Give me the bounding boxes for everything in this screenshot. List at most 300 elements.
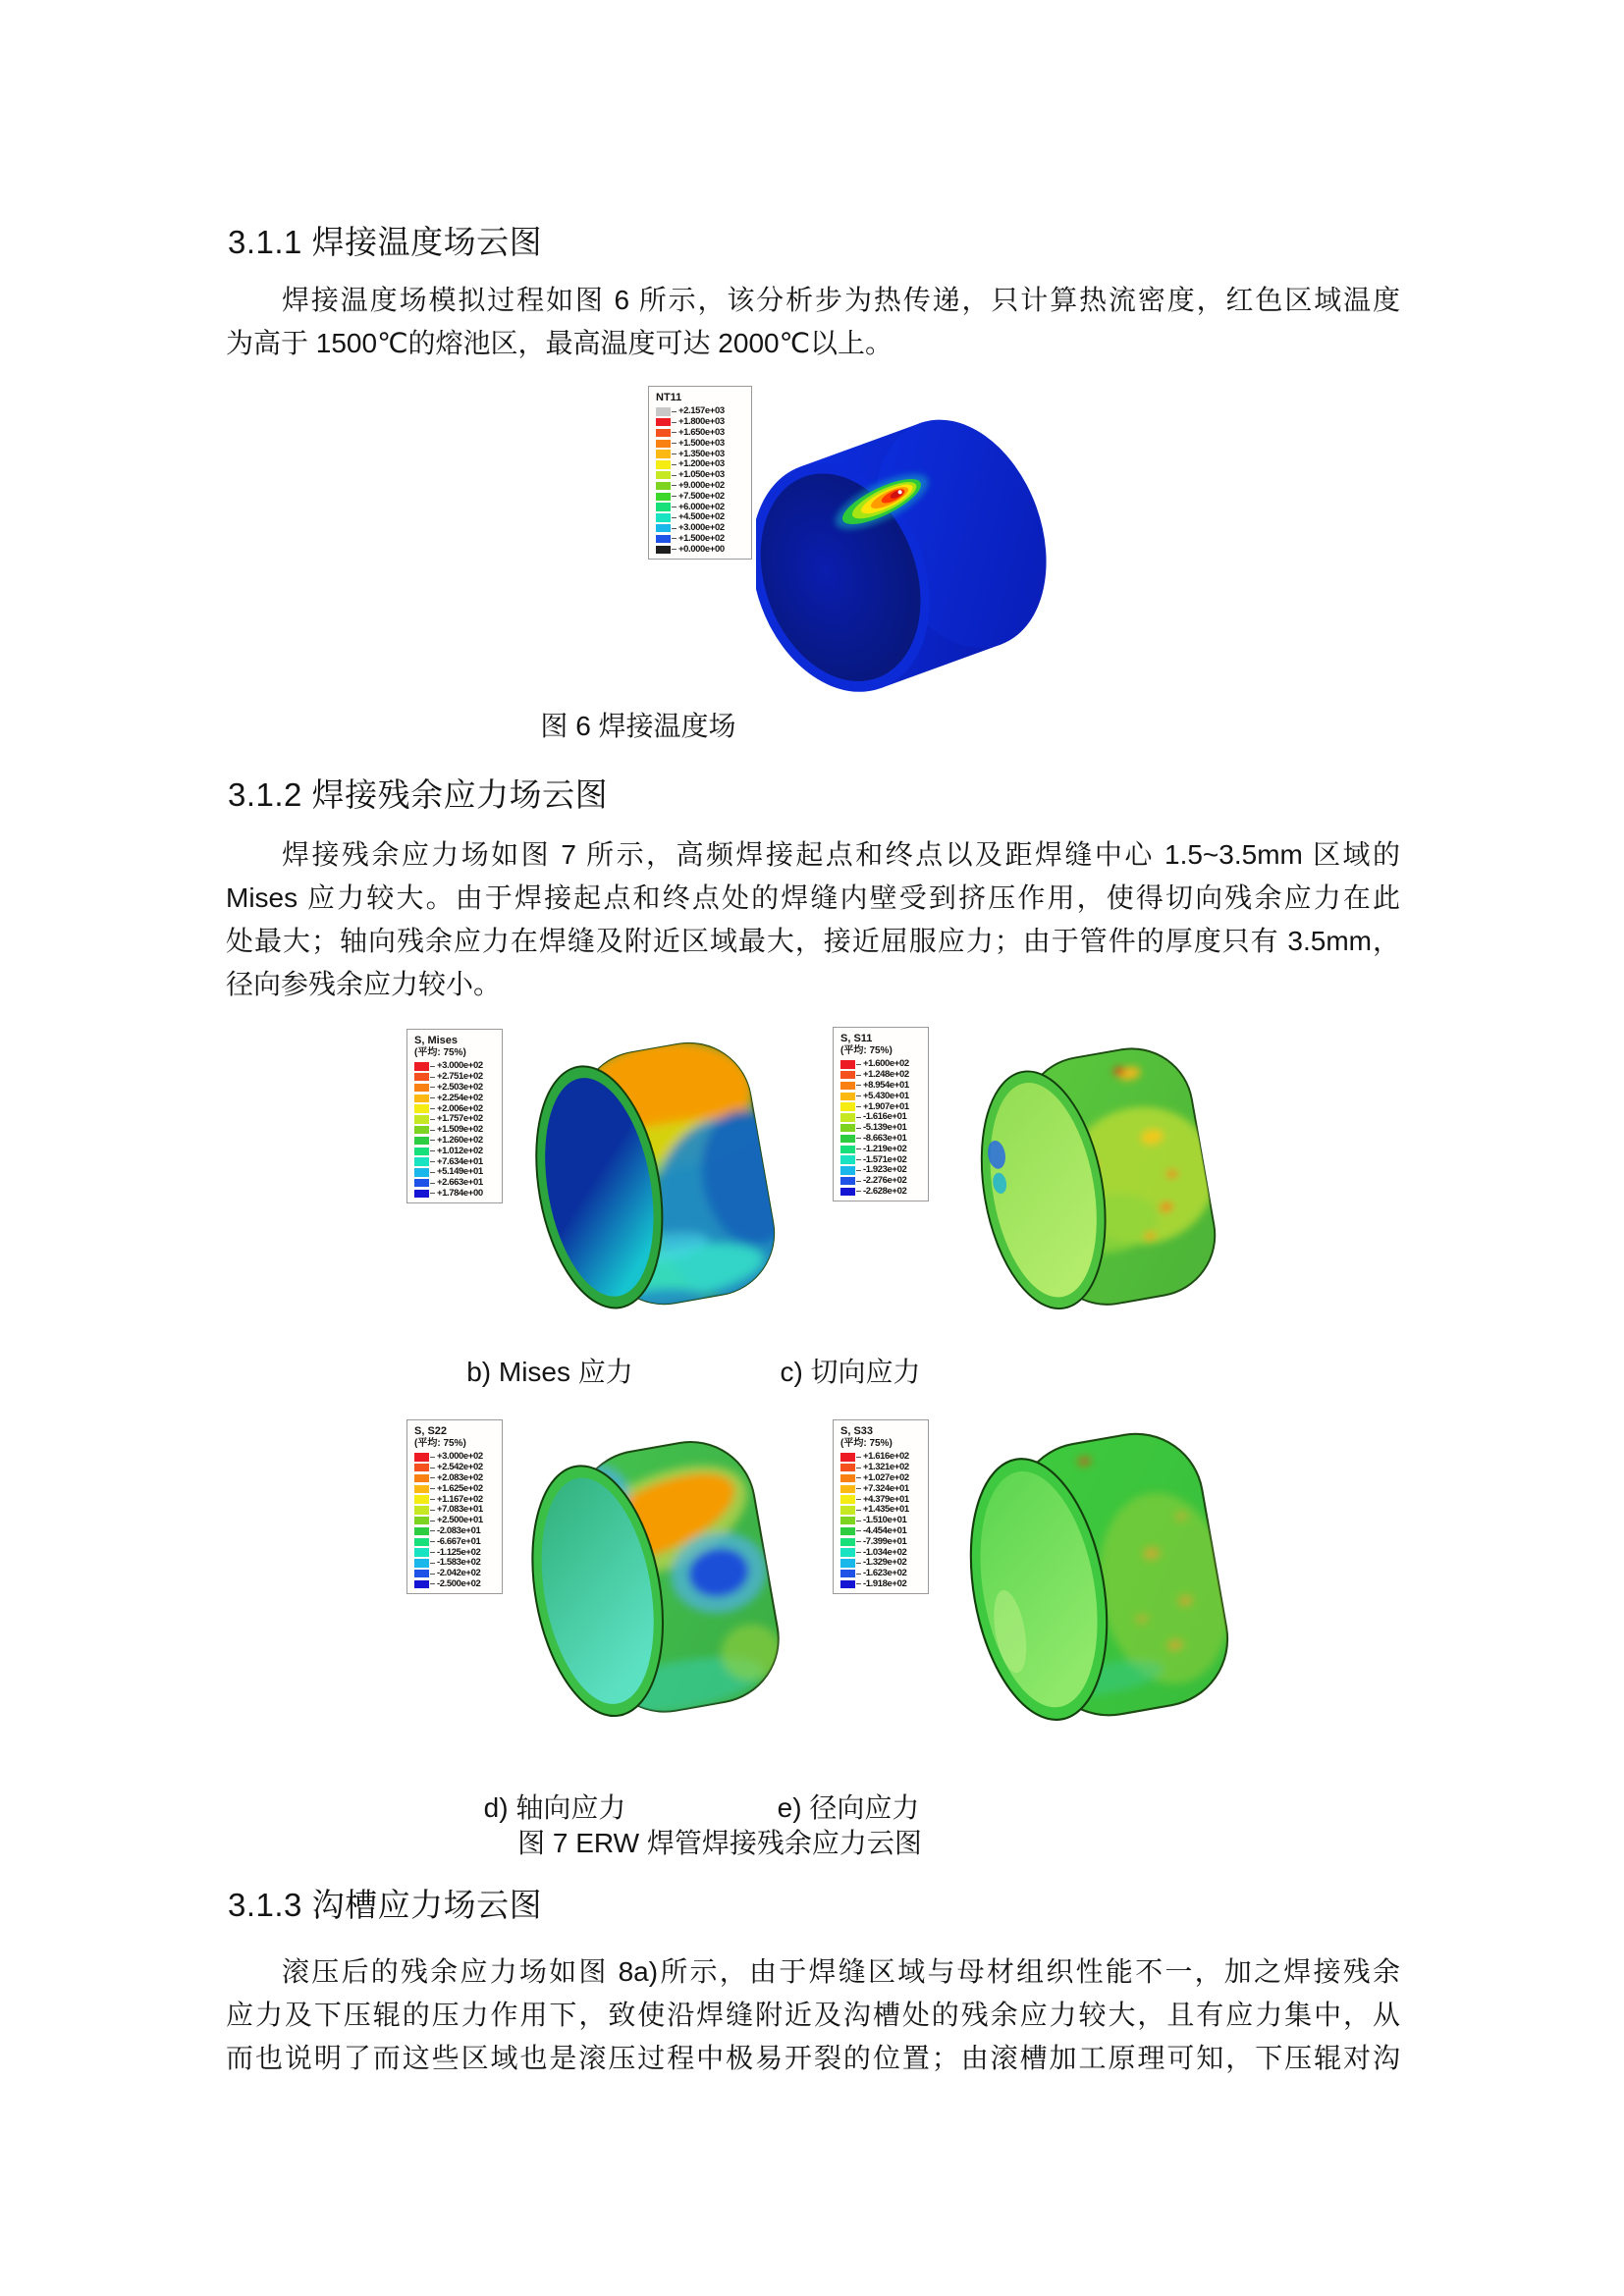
paragraph-groove-stress bbox=[226, 1950, 1400, 2080]
legend-entry bbox=[840, 1059, 923, 1070]
legend-color-swatch bbox=[414, 1570, 429, 1578]
legend-value: +1.167e+02 bbox=[437, 1493, 483, 1505]
legend-color-swatch bbox=[414, 1474, 429, 1483]
legend-color-swatch bbox=[656, 524, 671, 533]
legend-entry bbox=[656, 459, 746, 470]
legend-entry bbox=[840, 1091, 923, 1101]
legend-tick bbox=[430, 1066, 435, 1067]
legend-entry bbox=[840, 1569, 923, 1579]
legend-entry bbox=[414, 1093, 497, 1103]
legend-value: -1.623e+02 bbox=[863, 1568, 907, 1579]
legend-value: -8.663e+01 bbox=[863, 1132, 907, 1144]
legend-entry bbox=[840, 1144, 923, 1154]
legend-color-swatch bbox=[414, 1559, 429, 1568]
legend-value: -2.276e+02 bbox=[863, 1175, 907, 1187]
legend-entry bbox=[414, 1146, 497, 1156]
legend-value: +2.157e+03 bbox=[678, 405, 725, 417]
legend-tick bbox=[856, 1159, 861, 1160]
fig6-temperature-pipe-image bbox=[756, 407, 1051, 702]
legend-tick bbox=[672, 411, 677, 412]
legend-tick bbox=[856, 1499, 861, 1500]
legend-tick bbox=[856, 1574, 861, 1575]
legend-color-swatch bbox=[656, 546, 671, 555]
legend-value: +1.800e+03 bbox=[678, 416, 725, 428]
legend-color-swatch bbox=[840, 1060, 855, 1069]
legend-value: -1.571e+02 bbox=[863, 1153, 907, 1165]
legend-value: -5.139e+01 bbox=[863, 1122, 907, 1134]
legend-value: -1.923e+02 bbox=[863, 1164, 907, 1176]
fig6-legend-panel bbox=[648, 386, 752, 560]
legend-color-swatch bbox=[840, 1071, 855, 1080]
fig7-subcaption-e: e) 径向应力 bbox=[777, 1792, 920, 1823]
legend-tick bbox=[856, 1106, 861, 1107]
legend-entry bbox=[414, 1136, 497, 1147]
legend-tick bbox=[672, 538, 677, 539]
fig7-mises-legend-panel bbox=[406, 1029, 503, 1203]
legend-value: -1.616e+01 bbox=[863, 1111, 907, 1123]
legend-color-swatch bbox=[656, 407, 671, 416]
paragraph-line: 滚压后的残余应力场如图 8a)所示，由于焊缝区域与母材组织性能不一，加之焊接残余 bbox=[282, 1956, 1400, 1987]
legend-color-swatch bbox=[656, 450, 671, 458]
fig7-mises-legend-title: S, Mises bbox=[414, 1035, 459, 1046]
paragraph-welding-temperature bbox=[226, 279, 1400, 365]
legend-value: +4.500e+02 bbox=[678, 511, 725, 523]
legend-tick bbox=[856, 1541, 861, 1542]
fig7-s22-legend-title: S, S22 bbox=[414, 1425, 448, 1437]
legend-color-swatch bbox=[414, 1084, 429, 1093]
legend-color-swatch bbox=[840, 1135, 855, 1144]
fig7-s33-legend-rows bbox=[840, 1452, 923, 1589]
legend-tick bbox=[430, 1530, 435, 1531]
legend-tick bbox=[856, 1530, 861, 1531]
legend-color-swatch bbox=[414, 1190, 429, 1199]
legend-entry bbox=[414, 1125, 497, 1136]
legend-value: +6.000e+02 bbox=[678, 501, 725, 512]
legend-value: +1.650e+03 bbox=[678, 426, 725, 438]
legend-value: +3.000e+02 bbox=[437, 1451, 483, 1463]
legend-entry bbox=[840, 1081, 923, 1092]
legend-entry bbox=[840, 1579, 923, 1590]
legend-value: -2.042e+02 bbox=[437, 1568, 481, 1579]
fig6-legend-title: NT11 bbox=[656, 392, 682, 403]
legend-tick bbox=[856, 1191, 861, 1192]
legend-color-swatch bbox=[656, 460, 671, 469]
legend-value: +2.006e+02 bbox=[437, 1102, 483, 1114]
legend-value: +1.509e+02 bbox=[437, 1124, 483, 1136]
legend-entry bbox=[656, 523, 746, 534]
fig7-subcaption-b: b) Mises 应力 bbox=[466, 1357, 633, 1387]
legend-tick bbox=[430, 1521, 435, 1522]
legend-tick bbox=[430, 1499, 435, 1500]
legend-entry bbox=[840, 1558, 923, 1569]
legend-entry bbox=[414, 1547, 497, 1558]
legend-tick bbox=[672, 475, 677, 476]
legend-value: -4.454e+01 bbox=[863, 1524, 907, 1536]
legend-entry bbox=[414, 1505, 497, 1516]
legend-entry bbox=[840, 1536, 923, 1547]
legend-tick bbox=[672, 485, 677, 486]
legend-color-swatch bbox=[414, 1073, 429, 1082]
legend-color-swatch bbox=[840, 1453, 855, 1462]
legend-color-swatch bbox=[840, 1559, 855, 1568]
legend-value: +1.012e+02 bbox=[437, 1145, 483, 1156]
legend-color-swatch bbox=[414, 1104, 429, 1113]
fig7-s11-legend-panel bbox=[833, 1027, 929, 1201]
legend-value: +2.500e+01 bbox=[437, 1515, 483, 1526]
legend-value: -1.219e+02 bbox=[863, 1143, 907, 1154]
legend-tick bbox=[856, 1075, 861, 1076]
fig6-legend-rows bbox=[656, 406, 746, 555]
legend-tick bbox=[672, 517, 677, 518]
legend-value: +2.751e+02 bbox=[437, 1071, 483, 1083]
legend-value: -1.329e+02 bbox=[863, 1557, 907, 1569]
legend-tick bbox=[672, 443, 677, 444]
legend-entry bbox=[840, 1516, 923, 1526]
fig7-caption: 图 7 ERW 焊管焊接残余应力云图 bbox=[517, 1828, 922, 1858]
fig7-radial-pipe-image bbox=[935, 1408, 1244, 1753]
legend-entry bbox=[414, 1061, 497, 1072]
legend-color-swatch bbox=[656, 471, 671, 480]
legend-value: +1.907e+01 bbox=[863, 1100, 909, 1112]
legend-tick bbox=[856, 1138, 861, 1139]
legend-tick bbox=[430, 1541, 435, 1542]
fig7-mises-legend-rows bbox=[414, 1061, 497, 1199]
legend-value: +1.625e+02 bbox=[437, 1482, 483, 1494]
legend-entry bbox=[840, 1101, 923, 1112]
legend-tick bbox=[672, 422, 677, 423]
legend-value: +5.430e+01 bbox=[863, 1090, 909, 1101]
legend-color-swatch bbox=[656, 440, 671, 449]
legend-color-swatch bbox=[840, 1474, 855, 1483]
legend-value: +4.379e+01 bbox=[863, 1493, 909, 1505]
legend-tick bbox=[430, 1161, 435, 1162]
legend-entry bbox=[414, 1114, 497, 1125]
legend-value: +1.321e+02 bbox=[863, 1462, 909, 1473]
legend-value: +1.050e+03 bbox=[678, 469, 725, 481]
legend-value: +1.260e+02 bbox=[437, 1134, 483, 1146]
legend-entry bbox=[414, 1516, 497, 1526]
legend-entry bbox=[414, 1189, 497, 1200]
legend-entry bbox=[840, 1123, 923, 1134]
legend-entry bbox=[414, 1483, 497, 1494]
legend-color-swatch bbox=[840, 1485, 855, 1494]
legend-color-swatch bbox=[656, 535, 671, 544]
legend-color-swatch bbox=[840, 1082, 855, 1091]
legend-value: +2.663e+01 bbox=[437, 1177, 483, 1189]
legend-tick bbox=[430, 1183, 435, 1184]
legend-entry bbox=[840, 1452, 923, 1463]
legend-entry bbox=[414, 1473, 497, 1484]
legend-entry bbox=[414, 1167, 497, 1178]
legend-value: +5.149e+01 bbox=[437, 1166, 483, 1178]
legend-tick bbox=[430, 1457, 435, 1458]
legend-tick bbox=[430, 1563, 435, 1564]
legend-color-swatch bbox=[656, 418, 671, 427]
legend-value: +7.324e+01 bbox=[863, 1482, 909, 1494]
legend-color-swatch bbox=[840, 1527, 855, 1536]
legend-tick bbox=[856, 1552, 861, 1553]
legend-tick bbox=[430, 1510, 435, 1511]
legend-value: +1.757e+02 bbox=[437, 1113, 483, 1125]
legend-value: +1.435e+01 bbox=[863, 1504, 909, 1516]
legend-entry bbox=[840, 1463, 923, 1473]
legend-tick bbox=[430, 1140, 435, 1141]
legend-color-swatch bbox=[840, 1538, 855, 1547]
legend-entry bbox=[414, 1569, 497, 1579]
legend-value: +7.083e+01 bbox=[437, 1504, 483, 1516]
legend-value: +3.000e+02 bbox=[678, 522, 725, 534]
legend-value: +2.083e+02 bbox=[437, 1471, 483, 1483]
legend-entry bbox=[840, 1070, 923, 1081]
legend-tick bbox=[430, 1574, 435, 1575]
legend-color-swatch bbox=[840, 1177, 855, 1186]
legend-tick bbox=[430, 1119, 435, 1120]
section-heading-3-1-2: 3.1.2 焊接残余应力场云图 bbox=[228, 776, 609, 813]
fig7-axial-pipe-image bbox=[511, 1408, 782, 1757]
legend-color-swatch bbox=[840, 1155, 855, 1164]
paragraph-line: 应力及下压辊的压力作用下，致使沿焊缝附近及沟槽处的残余应力较大，且有应力集中，从 bbox=[226, 2000, 1400, 2030]
legend-tick bbox=[430, 1477, 435, 1478]
legend-color-swatch bbox=[840, 1093, 855, 1101]
legend-color-swatch bbox=[840, 1102, 855, 1111]
legend-color-swatch bbox=[414, 1137, 429, 1146]
legend-entry bbox=[840, 1187, 923, 1198]
legend-tick bbox=[856, 1085, 861, 1086]
legend-color-swatch bbox=[840, 1517, 855, 1525]
legend-entry bbox=[840, 1473, 923, 1484]
legend-value: -1.034e+02 bbox=[863, 1546, 907, 1558]
legend-color-swatch bbox=[414, 1517, 429, 1525]
paragraph-residual-stress bbox=[226, 833, 1400, 1006]
legend-value: -2.083e+01 bbox=[437, 1524, 481, 1536]
fig7-mises-legend-subtitle: (平均: 75%) bbox=[414, 1047, 466, 1058]
legend-color-swatch bbox=[414, 1527, 429, 1536]
legend-color-swatch bbox=[414, 1464, 429, 1472]
legend-color-swatch bbox=[414, 1495, 429, 1504]
legend-entry bbox=[656, 449, 746, 459]
legend-value: +1.500e+03 bbox=[678, 437, 725, 449]
legend-tick bbox=[430, 1583, 435, 1584]
legend-color-swatch bbox=[414, 1538, 429, 1547]
legend-entry bbox=[840, 1165, 923, 1176]
legend-value: -2.628e+02 bbox=[863, 1185, 907, 1197]
legend-color-swatch bbox=[840, 1548, 855, 1557]
legend-tick bbox=[856, 1563, 861, 1564]
legend-tick bbox=[430, 1488, 435, 1489]
legend-entry bbox=[414, 1526, 497, 1537]
fig7-s22-legend-rows bbox=[414, 1452, 497, 1589]
section-heading-3-1-3: 3.1.3 沟槽应力场云图 bbox=[228, 1887, 543, 1923]
legend-value: +1.500e+02 bbox=[678, 532, 725, 544]
legend-tick bbox=[430, 1150, 435, 1151]
fig7-mises-pipe-image bbox=[513, 1019, 780, 1339]
legend-entry bbox=[656, 534, 746, 545]
legend-tick bbox=[856, 1488, 861, 1489]
legend-tick bbox=[672, 549, 677, 550]
legend-entry bbox=[656, 470, 746, 481]
legend-color-swatch bbox=[840, 1464, 855, 1472]
legend-value: -6.667e+01 bbox=[437, 1535, 481, 1547]
paragraph-line: 处最大；轴向残余应力在焊缝及附近区域最大，接近屈服应力；由于管件的厚度只有 3.5mm， bbox=[226, 926, 1400, 956]
legend-color-swatch bbox=[414, 1548, 429, 1557]
legend-entry bbox=[656, 481, 746, 492]
legend-tick bbox=[672, 464, 677, 465]
legend-tick bbox=[856, 1148, 861, 1149]
legend-value: +1.027e+02 bbox=[863, 1471, 909, 1483]
legend-value: +9.000e+02 bbox=[678, 479, 725, 491]
legend-value: +1.200e+03 bbox=[678, 458, 725, 470]
legend-tick bbox=[430, 1097, 435, 1098]
legend-entry bbox=[656, 544, 746, 555]
legend-tick bbox=[856, 1457, 861, 1458]
legend-tick bbox=[430, 1108, 435, 1109]
legend-entry bbox=[656, 491, 746, 502]
legend-color-swatch bbox=[840, 1580, 855, 1589]
legend-value: +1.248e+02 bbox=[863, 1069, 909, 1081]
legend-value: -1.510e+01 bbox=[863, 1515, 907, 1526]
legend-color-swatch bbox=[414, 1179, 429, 1188]
legend-color-swatch bbox=[840, 1495, 855, 1504]
legend-entry bbox=[656, 512, 746, 523]
legend-value: +1.600e+02 bbox=[863, 1058, 909, 1070]
legend-tick bbox=[856, 1521, 861, 1522]
legend-entry bbox=[414, 1083, 497, 1094]
legend-entry bbox=[656, 438, 746, 449]
legend-color-swatch bbox=[656, 513, 671, 522]
legend-value: -2.500e+02 bbox=[437, 1577, 481, 1589]
legend-value: +2.542e+02 bbox=[437, 1462, 483, 1473]
legend-color-swatch bbox=[414, 1506, 429, 1515]
section-heading-3-1-1: 3.1.1 焊接温度场云图 bbox=[228, 224, 543, 260]
paragraph-line: 而也说明了而这些区域也是滚压过程中极易开裂的位置；由滚槽加工原理可知，下压辊对沟 bbox=[226, 2043, 1400, 2073]
legend-entry bbox=[840, 1505, 923, 1516]
legend-value: +8.954e+01 bbox=[863, 1079, 909, 1091]
legend-entry bbox=[656, 417, 746, 428]
legend-tick bbox=[672, 496, 677, 497]
legend-tick bbox=[856, 1170, 861, 1171]
legend-entry bbox=[414, 1072, 497, 1083]
legend-value: +0.000e+00 bbox=[678, 543, 725, 555]
legend-tick bbox=[430, 1172, 435, 1173]
paragraph-line: 焊接残余应力场如图 7 所示，高频焊接起点和终点以及距焊缝中心 1.5~3.5mm 区域的 bbox=[282, 839, 1400, 870]
legend-value: -7.399e+01 bbox=[863, 1535, 907, 1547]
legend-entry bbox=[840, 1154, 923, 1165]
legend-tick bbox=[672, 528, 677, 529]
legend-color-swatch bbox=[656, 482, 671, 491]
paragraph-line: 焊接温度场模拟过程如图 6 所示，该分析步为热传递，只计算热流密度，红色区域温度 bbox=[282, 285, 1400, 315]
legend-color-swatch bbox=[414, 1157, 429, 1166]
fig7-s11-legend-rows bbox=[840, 1059, 923, 1197]
legend-color-swatch bbox=[414, 1453, 429, 1462]
fig7-s33-legend-subtitle: (平均: 75%) bbox=[840, 1438, 893, 1449]
fig7-tangential-pipe-image bbox=[935, 1025, 1244, 1339]
legend-entry bbox=[656, 428, 746, 439]
legend-tick bbox=[672, 432, 677, 433]
legend-tick bbox=[430, 1193, 435, 1194]
legend-entry bbox=[840, 1483, 923, 1494]
fig7-s33-legend-title: S, S33 bbox=[840, 1425, 874, 1437]
legend-value: +1.616e+02 bbox=[863, 1451, 909, 1463]
legend-tick bbox=[430, 1130, 435, 1131]
legend-value: +2.503e+02 bbox=[437, 1081, 483, 1093]
legend-entry bbox=[414, 1463, 497, 1473]
legend-entry bbox=[414, 1178, 497, 1189]
legend-entry bbox=[414, 1579, 497, 1590]
legend-tick bbox=[856, 1510, 861, 1511]
legend-entry bbox=[840, 1112, 923, 1123]
legend-value: -1.125e+02 bbox=[437, 1546, 481, 1558]
legend-tick bbox=[856, 1128, 861, 1129]
fig7-s11-legend-title: S, S11 bbox=[840, 1033, 873, 1044]
legend-color-swatch bbox=[656, 429, 671, 438]
paragraph-line: 径向参残余应力较小。 bbox=[226, 969, 502, 999]
legend-color-swatch bbox=[414, 1148, 429, 1156]
legend-entry bbox=[840, 1547, 923, 1558]
legend-color-swatch bbox=[840, 1166, 855, 1175]
legend-color-swatch bbox=[840, 1113, 855, 1122]
fig7-s33-legend-panel bbox=[833, 1419, 929, 1594]
legend-value: +2.254e+02 bbox=[437, 1092, 483, 1103]
paragraph-line: Mises 应力较大。由于焊接起点和终点处的焊缝内壁受到挤压作用，使得切向残余应力在此 bbox=[226, 882, 1400, 913]
legend-tick bbox=[856, 1095, 861, 1096]
legend-value: +3.000e+02 bbox=[437, 1060, 483, 1072]
legend-color-swatch bbox=[414, 1485, 429, 1494]
legend-color-swatch bbox=[414, 1580, 429, 1589]
legend-tick bbox=[856, 1064, 861, 1065]
legend-color-swatch bbox=[840, 1124, 855, 1133]
legend-entry bbox=[414, 1558, 497, 1569]
legend-color-swatch bbox=[840, 1570, 855, 1578]
legend-value: -1.583e+02 bbox=[437, 1557, 481, 1569]
legend-tick bbox=[856, 1583, 861, 1584]
legend-value: +1.350e+03 bbox=[678, 448, 725, 459]
legend-entry bbox=[414, 1536, 497, 1547]
legend-value: -1.918e+02 bbox=[863, 1577, 907, 1589]
legend-entry bbox=[414, 1494, 497, 1505]
paragraph-line: 为高于 1500℃的熔池区，最高温度可达 2000℃以上。 bbox=[226, 328, 893, 358]
fig7-subcaption-d: d) 轴向应力 bbox=[483, 1792, 626, 1823]
legend-color-swatch bbox=[840, 1506, 855, 1515]
legend-entry bbox=[414, 1452, 497, 1463]
fig7-s22-legend-panel bbox=[406, 1419, 503, 1594]
legend-entry bbox=[656, 406, 746, 417]
legend-entry bbox=[414, 1103, 497, 1114]
legend-tick bbox=[430, 1077, 435, 1078]
legend-entry bbox=[840, 1176, 923, 1187]
legend-color-swatch bbox=[656, 503, 671, 511]
legend-color-swatch bbox=[840, 1146, 855, 1154]
legend-color-swatch bbox=[414, 1062, 429, 1071]
legend-tick bbox=[430, 1087, 435, 1088]
legend-entry bbox=[656, 502, 746, 512]
legend-tick bbox=[856, 1181, 861, 1182]
legend-tick bbox=[856, 1117, 861, 1118]
legend-tick bbox=[856, 1477, 861, 1478]
legend-color-swatch bbox=[656, 493, 671, 502]
legend-color-swatch bbox=[414, 1095, 429, 1103]
fig7-s11-legend-subtitle: (平均: 75%) bbox=[840, 1045, 893, 1056]
fig7-subcaption-c: c) 切向应力 bbox=[780, 1357, 921, 1387]
legend-color-swatch bbox=[414, 1168, 429, 1177]
legend-color-swatch bbox=[414, 1126, 429, 1135]
legend-entry bbox=[414, 1156, 497, 1167]
legend-value: +7.634e+01 bbox=[437, 1155, 483, 1167]
legend-color-swatch bbox=[414, 1115, 429, 1124]
fig7-s22-legend-subtitle: (平均: 75%) bbox=[414, 1438, 466, 1449]
legend-value: +1.784e+00 bbox=[437, 1187, 483, 1199]
legend-entry bbox=[840, 1494, 923, 1505]
legend-value: +7.500e+02 bbox=[678, 490, 725, 502]
